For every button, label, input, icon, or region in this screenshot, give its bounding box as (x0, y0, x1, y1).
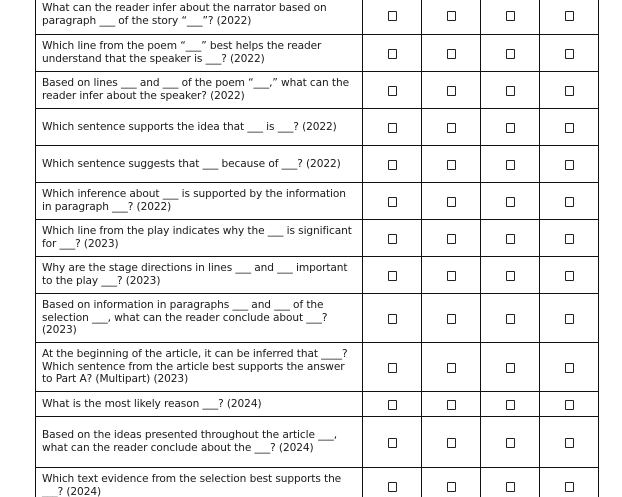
checkbox[interactable] (447, 123, 456, 133)
checkbox[interactable] (565, 400, 574, 410)
checkbox[interactable] (388, 400, 397, 410)
checkbox-cell[interactable] (481, 109, 540, 146)
checkbox[interactable] (506, 197, 515, 207)
question-text: Based on lines ___ and ___ of the poem “___,” what can the reader infer about the speaker? (2022) (42, 77, 349, 102)
checkbox-cell[interactable] (422, 0, 481, 35)
question-text: Based on the ideas presented throughout the article ___, what can the reader conclude about the ___? (2024) (42, 429, 337, 454)
checkbox-cell[interactable] (422, 417, 481, 468)
checkbox[interactable] (447, 438, 456, 448)
checkbox[interactable] (565, 11, 574, 21)
table-row (36, 109, 599, 146)
question-text: What is the most likely reason ___? (2024) (42, 397, 262, 410)
checkbox[interactable] (506, 123, 515, 133)
checkbox[interactable] (565, 160, 574, 170)
checkbox-cell[interactable] (540, 35, 599, 72)
question-text: Which inference about ___ is supported by the information in paragraph ___? (2022) (42, 188, 346, 213)
question-text: Which sentence suggests that ___ because of ___? (2022) (42, 157, 341, 170)
checkbox[interactable] (447, 234, 456, 244)
table-row (36, 220, 599, 257)
checkbox-cell[interactable] (363, 0, 422, 35)
table-row (36, 72, 599, 109)
table-row (36, 183, 599, 220)
checkbox-cell[interactable] (540, 146, 599, 183)
question-cell (36, 392, 363, 417)
checkbox[interactable] (565, 363, 574, 373)
question-text: Which text evidence from the selection best supports the ___? (2024) (42, 473, 342, 497)
checkbox-cell[interactable] (422, 183, 481, 220)
checkbox-cell[interactable] (481, 294, 540, 343)
checkbox-cell[interactable] (363, 343, 422, 392)
checkbox[interactable] (506, 11, 515, 21)
question-text: Which line from the play indicates why the ___ is significant for ___? (2023) (42, 225, 352, 250)
question-cell (36, 0, 363, 35)
table-row (36, 417, 599, 468)
question-text: Based on information in paragraphs ___ and ___ of the selection ___, what can the reader conclude about ___? (2023) (42, 299, 328, 337)
checkbox-cell[interactable] (363, 183, 422, 220)
checkbox-cell[interactable] (481, 257, 540, 294)
checkbox[interactable] (506, 86, 515, 96)
checkbox[interactable] (506, 160, 515, 170)
checkbox-cell[interactable] (481, 146, 540, 183)
checkbox-cell[interactable] (363, 72, 422, 109)
table-row (36, 294, 599, 343)
checkbox-cell[interactable] (540, 468, 599, 497)
checkbox[interactable] (388, 197, 397, 207)
checkbox[interactable] (565, 86, 574, 96)
checkbox[interactable] (565, 314, 574, 324)
checkbox-cell[interactable] (540, 72, 599, 109)
checkbox-cell[interactable] (363, 294, 422, 343)
checkbox-cell[interactable] (363, 35, 422, 72)
question-text: What can the reader infer about the narrator based on paragraph ___ of the story “___”? (2022) (42, 1, 327, 27)
question-cell (36, 417, 363, 468)
checkbox[interactable] (447, 11, 456, 21)
checkbox-cell[interactable] (481, 72, 540, 109)
checkbox-cell[interactable] (422, 146, 481, 183)
checkbox-cell[interactable] (540, 183, 599, 220)
checkbox[interactable] (388, 49, 397, 59)
checkbox[interactable] (447, 363, 456, 373)
table-row (36, 392, 599, 417)
checkbox[interactable] (565, 123, 574, 133)
checkbox[interactable] (506, 438, 515, 448)
checkbox[interactable] (388, 234, 397, 244)
table-row (36, 0, 599, 35)
checkbox[interactable] (506, 49, 515, 59)
checkbox-cell[interactable] (540, 109, 599, 146)
checkbox-cell[interactable] (422, 257, 481, 294)
checkbox-cell[interactable] (481, 343, 540, 392)
question-text: Why are the stage directions in lines ___ and ___ important to the play ___? (2023) (42, 262, 348, 287)
checkbox-cell[interactable] (422, 109, 481, 146)
checkbox-cell[interactable] (363, 468, 422, 497)
checkbox[interactable] (388, 482, 397, 492)
question-cell (36, 35, 363, 72)
table-row (36, 257, 599, 294)
question-text: Which sentence supports the idea that ___ is ___? (2022) (42, 120, 337, 133)
checkbox-cell[interactable] (422, 35, 481, 72)
checkbox-cell[interactable] (540, 220, 599, 257)
checkbox-cell[interactable] (363, 392, 422, 417)
checkbox-cell[interactable] (363, 257, 422, 294)
question-text: Which line from the poem “___” best helps the reader understand that the speaker is ___? (2022) (42, 40, 322, 65)
checkbox[interactable] (565, 271, 574, 281)
checkbox-cell[interactable] (481, 0, 540, 35)
checkbox-cell[interactable] (363, 146, 422, 183)
checkbox-cell[interactable] (540, 392, 599, 417)
question-stems-table (35, 0, 599, 497)
question-cell (36, 343, 363, 392)
question-cell (36, 183, 363, 220)
checkbox-cell[interactable] (481, 468, 540, 497)
checkbox-cell[interactable] (540, 257, 599, 294)
checkbox[interactable] (506, 314, 515, 324)
question-cell (36, 257, 363, 294)
question-cell (36, 294, 363, 343)
checkbox[interactable] (388, 86, 397, 96)
question-cell (36, 72, 363, 109)
checkbox[interactable] (388, 438, 397, 448)
table-row (36, 343, 599, 392)
checkbox-cell[interactable] (481, 35, 540, 72)
checkbox-cell[interactable] (422, 468, 481, 497)
checkbox[interactable] (506, 482, 515, 492)
checkbox[interactable] (565, 49, 574, 59)
checkbox-cell[interactable] (363, 417, 422, 468)
checkbox[interactable] (447, 482, 456, 492)
checkbox[interactable] (388, 271, 397, 281)
checkbox[interactable] (447, 197, 456, 207)
checkbox[interactable] (447, 271, 456, 281)
checkbox-cell[interactable] (540, 294, 599, 343)
table-row (36, 146, 599, 183)
checkbox[interactable] (388, 123, 397, 133)
checkbox[interactable] (388, 363, 397, 373)
checkbox[interactable] (565, 438, 574, 448)
checkbox[interactable] (447, 86, 456, 96)
checkbox-cell[interactable] (540, 343, 599, 392)
checkbox[interactable] (565, 197, 574, 207)
checkbox-cell[interactable] (422, 220, 481, 257)
question-cell (36, 468, 363, 497)
checkbox-cell[interactable] (422, 343, 481, 392)
checkbox[interactable] (388, 314, 397, 324)
checkbox-cell[interactable] (422, 294, 481, 343)
checkbox[interactable] (506, 363, 515, 373)
checkbox[interactable] (447, 314, 456, 324)
checkbox-cell[interactable] (481, 417, 540, 468)
checkbox[interactable] (447, 400, 456, 410)
checkbox-cell[interactable] (363, 220, 422, 257)
checkbox[interactable] (565, 234, 574, 244)
question-cell (36, 109, 363, 146)
checkbox[interactable] (565, 482, 574, 492)
checkbox[interactable] (447, 160, 456, 170)
checkbox[interactable] (506, 234, 515, 244)
checkbox-cell[interactable] (422, 72, 481, 109)
checkbox-cell[interactable] (481, 220, 540, 257)
question-cell (36, 220, 363, 257)
checkbox[interactable] (506, 400, 515, 410)
checkbox-cell[interactable] (363, 109, 422, 146)
checkbox-cell[interactable] (481, 392, 540, 417)
checkbox-cell[interactable] (540, 0, 599, 35)
table-row (36, 35, 599, 72)
checkbox[interactable] (388, 11, 397, 21)
checkbox[interactable] (447, 49, 456, 59)
checkbox-cell[interactable] (481, 183, 540, 220)
checkbox-cell[interactable] (422, 392, 481, 417)
checkbox[interactable] (506, 271, 515, 281)
checkbox-cell[interactable] (540, 417, 599, 468)
question-text: At the beginning of the article, it can be inferred that ____? Which sentence from the article best supports the answer to Part A? (Multipart) (2023) (42, 348, 348, 386)
checkbox[interactable] (388, 160, 397, 170)
question-cell (36, 146, 363, 183)
table-row (36, 468, 599, 497)
